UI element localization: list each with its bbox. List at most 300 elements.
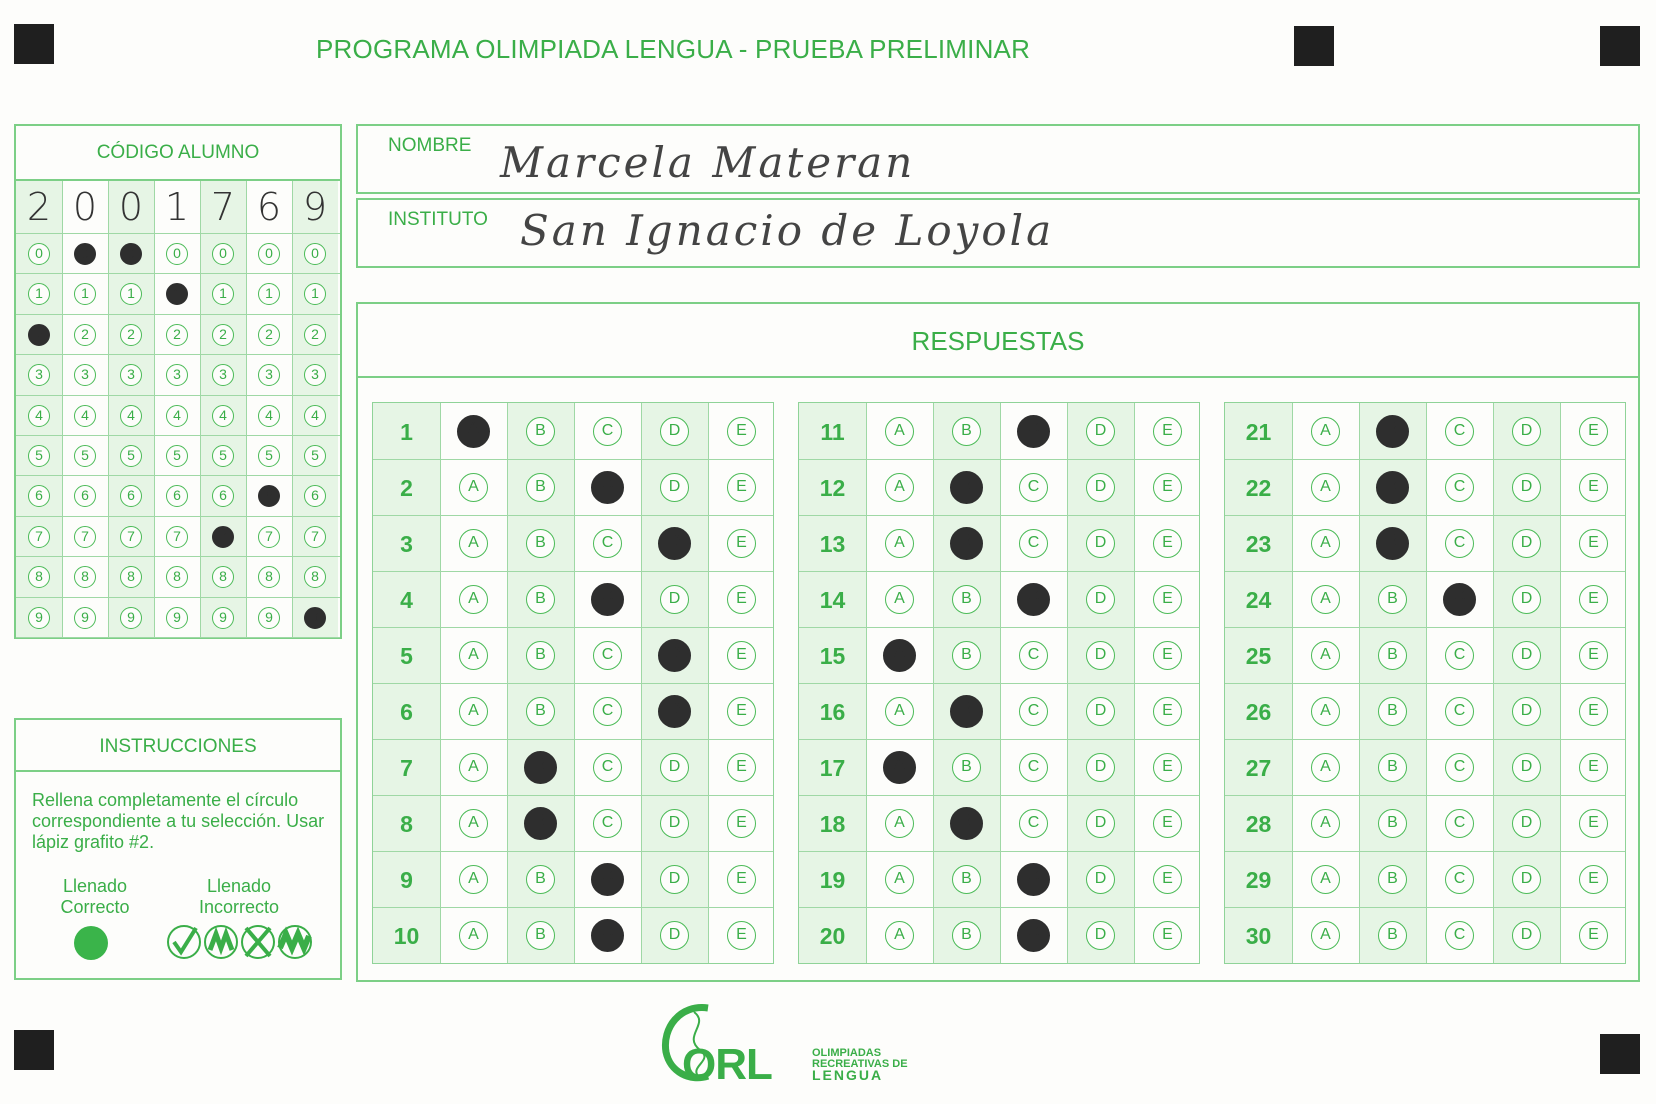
grid-line: [799, 907, 1199, 908]
question-number: 30: [1245, 923, 1272, 949]
code-bubble[interactable]: 8: [258, 566, 280, 588]
answer-bubble-a[interactable]: A: [459, 809, 488, 838]
code-handwritten-digit: 7: [210, 185, 236, 229]
grid-line: [373, 739, 773, 740]
grid-line: [1225, 459, 1625, 460]
question-number: 13: [819, 531, 846, 557]
code-bubble[interactable]: 2: [28, 324, 50, 346]
question-number: 14: [819, 587, 846, 613]
answer-bubble-c[interactable]: C: [1019, 753, 1048, 782]
answer-bubble-c[interactable]: C: [1445, 641, 1474, 670]
code-bubble[interactable]: 6: [74, 485, 96, 507]
answer-bubble-d[interactable]: D: [1512, 697, 1541, 726]
code-bubble[interactable]: 0: [74, 243, 96, 265]
answer-bubble-c[interactable]: C: [1019, 697, 1048, 726]
answer-bubble-a[interactable]: A: [1311, 417, 1340, 446]
answer-bubble-b[interactable]: B: [950, 807, 983, 840]
answer-block: [798, 402, 1200, 964]
code-handwritten-digit: 1: [164, 185, 190, 229]
answer-bubble-e[interactable]: E: [1579, 529, 1608, 558]
code-bubble[interactable]: 9: [258, 607, 280, 629]
answer-bubble-d[interactable]: D: [1512, 473, 1541, 502]
answer-bubble-d[interactable]: D: [1086, 529, 1115, 558]
answer-bubble-a[interactable]: A: [459, 585, 488, 614]
answer-bubble-b[interactable]: B: [952, 641, 981, 670]
answer-bubble-d[interactable]: D: [660, 753, 689, 782]
question-number: 10: [393, 923, 420, 949]
answer-bubble-e[interactable]: E: [1153, 641, 1182, 670]
answer-bubble-e[interactable]: E: [727, 641, 756, 670]
answer-bubble-b[interactable]: B: [1376, 527, 1409, 560]
code-bubble[interactable]: 8: [120, 566, 142, 588]
answer-bubble-b[interactable]: B: [526, 641, 555, 670]
grid-line: [373, 571, 773, 572]
answer-bubble-b[interactable]: B: [1376, 471, 1409, 504]
code-column: [16, 181, 62, 637]
grid-line: [154, 181, 155, 637]
code-column: [246, 181, 292, 637]
answer-bubble-b[interactable]: B: [526, 473, 555, 502]
question-number: 15: [819, 643, 846, 669]
code-bubble[interactable]: 2: [166, 324, 188, 346]
answer-bubble-c[interactable]: C: [1445, 417, 1474, 446]
answer-bubble-e[interactable]: E: [1153, 865, 1182, 894]
code-bubble[interactable]: 7: [166, 526, 188, 548]
code-bubble[interactable]: 0: [28, 243, 50, 265]
answer-bubble-c[interactable]: C: [1445, 697, 1474, 726]
code-bubble[interactable]: 3: [28, 364, 50, 386]
grid-line: [200, 181, 201, 637]
answer-bubble-a[interactable]: A: [459, 753, 488, 782]
answer-bubble-b[interactable]: B: [1378, 809, 1407, 838]
answers-panel: [356, 302, 1640, 982]
answer-bubble-a[interactable]: A: [1311, 641, 1340, 670]
code-bubble[interactable]: 7: [74, 526, 96, 548]
answer-bubble-b[interactable]: B: [1378, 697, 1407, 726]
answer-bubble-a[interactable]: A: [1311, 585, 1340, 614]
question-number: 8: [400, 811, 413, 837]
code-bubble[interactable]: 3: [212, 364, 234, 386]
answer-bubble-a[interactable]: A: [885, 585, 914, 614]
answer-bubble-e[interactable]: E: [1579, 641, 1608, 670]
answer-bubble-c[interactable]: C: [1017, 583, 1050, 616]
grid-line: [799, 459, 1199, 460]
code-bubble[interactable]: 6: [304, 485, 326, 507]
answer-bubble-c[interactable]: C: [1019, 529, 1048, 558]
answer-bubble-c[interactable]: C: [1017, 863, 1050, 896]
code-bubble[interactable]: 0: [304, 243, 326, 265]
answer-bubble-a[interactable]: A: [883, 639, 916, 672]
answer-bubble-c[interactable]: C: [591, 919, 624, 952]
answer-bubble-e[interactable]: E: [727, 473, 756, 502]
name-value: Marcela Materan: [500, 138, 916, 187]
question-number: 26: [1245, 699, 1272, 725]
code-bubble[interactable]: 3: [120, 364, 142, 386]
code-bubble[interactable]: 3: [166, 364, 188, 386]
answer-bubble-d[interactable]: D: [660, 417, 689, 446]
grid-line: [1225, 571, 1625, 572]
code-bubble[interactable]: 9: [28, 607, 50, 629]
correct-fill-example-icon: [74, 926, 108, 960]
question-number: 28: [1245, 811, 1272, 837]
answer-bubble-e[interactable]: E: [1579, 697, 1608, 726]
grid-line: [1225, 795, 1625, 796]
grid-line: [16, 475, 340, 476]
page-title: PROGRAMA OLIMPIADA LENGUA - PRUEBA PRELIMINAR: [316, 34, 1031, 64]
code-bubble[interactable]: 8: [28, 566, 50, 588]
code-bubble[interactable]: 6: [120, 485, 142, 507]
answer-bubble-c[interactable]: C: [1445, 865, 1474, 894]
answer-bubble-b[interactable]: B: [1378, 921, 1407, 950]
answer-block: [1224, 402, 1626, 964]
question-number: 2: [400, 475, 413, 501]
answer-bubble-d[interactable]: D: [1086, 417, 1115, 446]
answer-bubble-c[interactable]: C: [1445, 921, 1474, 950]
answer-bubble-a[interactable]: A: [885, 809, 914, 838]
answer-bubble-c[interactable]: C: [1445, 753, 1474, 782]
answer-bubble-e[interactable]: E: [1153, 697, 1182, 726]
answer-bubble-b[interactable]: B: [1378, 641, 1407, 670]
answer-bubble-a[interactable]: A: [1311, 809, 1340, 838]
code-bubble[interactable]: 1: [258, 283, 280, 305]
grid-line: [246, 181, 247, 637]
answer-bubble-a[interactable]: A: [885, 921, 914, 950]
answer-bubble-b[interactable]: B: [950, 695, 983, 728]
code-bubble[interactable]: 1: [74, 283, 96, 305]
code-bubble[interactable]: 8: [304, 566, 326, 588]
code-bubble[interactable]: 3: [74, 364, 96, 386]
code-bubble[interactable]: 7: [304, 526, 326, 548]
answer-bubble-d[interactable]: D: [660, 865, 689, 894]
answer-bubble-e[interactable]: E: [727, 809, 756, 838]
code-bubble[interactable]: 0: [258, 243, 280, 265]
answer-bubble-a[interactable]: A: [459, 865, 488, 894]
code-bubble[interactable]: 1: [304, 283, 326, 305]
answer-bubble-e[interactable]: E: [1579, 417, 1608, 446]
question-number: 11: [820, 419, 845, 445]
grid-line: [373, 795, 773, 796]
answer-bubble-b[interactable]: B: [526, 865, 555, 894]
answer-bubble-e[interactable]: E: [727, 753, 756, 782]
code-bubble[interactable]: 9: [74, 607, 96, 629]
question-number: 3: [400, 531, 413, 557]
answer-bubble-d[interactable]: D: [1512, 809, 1541, 838]
code-bubble[interactable]: 5: [212, 445, 234, 467]
answer-bubble-c[interactable]: C: [1017, 415, 1050, 448]
answer-bubble-d[interactable]: D: [660, 921, 689, 950]
question-number: 21: [1245, 419, 1272, 445]
code-bubble[interactable]: 4: [120, 405, 142, 427]
answers-header: [358, 304, 1638, 378]
grid-line: [373, 627, 773, 628]
code-bubble[interactable]: 2: [258, 324, 280, 346]
answer-bubble-a[interactable]: A: [459, 641, 488, 670]
code-bubble[interactable]: 1: [212, 283, 234, 305]
correct-fill-label: Llenado Correcto: [60, 876, 130, 917]
answer-bubble-b[interactable]: B: [1378, 585, 1407, 614]
question-number: 17: [819, 755, 846, 781]
code-bubble[interactable]: 7: [212, 526, 234, 548]
answer-bubble-a[interactable]: A: [1311, 529, 1340, 558]
answer-bubble-e[interactable]: E: [727, 921, 756, 950]
answer-bubble-d[interactable]: D: [658, 639, 691, 672]
question-number: 16: [819, 699, 846, 725]
code-bubble[interactable]: 3: [258, 364, 280, 386]
grid-line: [799, 627, 1199, 628]
code-bubble[interactable]: 9: [120, 607, 142, 629]
question-number: 25: [1245, 643, 1272, 669]
answer-bubble-a[interactable]: A: [459, 697, 488, 726]
answer-bubble-d[interactable]: D: [1086, 809, 1115, 838]
answer-bubble-e[interactable]: E: [1153, 529, 1182, 558]
answer-bubble-d[interactable]: D: [660, 585, 689, 614]
institute-label: INSTITUTO: [388, 209, 488, 230]
code-bubble[interactable]: 1: [166, 283, 188, 305]
code-bubble[interactable]: 4: [166, 405, 188, 427]
code-bubble[interactable]: 7: [28, 526, 50, 548]
question-number: 9: [400, 867, 413, 893]
registration-mark-top-right: [1600, 26, 1640, 66]
answer-bubble-a[interactable]: A: [1311, 473, 1340, 502]
answer-bubble-e[interactable]: E: [1153, 753, 1182, 782]
registration-mark-top-center: [1294, 26, 1334, 66]
answer-bubble-a[interactable]: A: [1311, 697, 1340, 726]
answer-bubble-d[interactable]: D: [1086, 865, 1115, 894]
answer-bubble-a[interactable]: A: [459, 921, 488, 950]
answer-bubble-a[interactable]: A: [883, 751, 916, 784]
question-number: 20: [819, 923, 846, 949]
answer-bubble-c[interactable]: C: [593, 529, 622, 558]
answer-bubble-a[interactable]: A: [885, 529, 914, 558]
code-bubble[interactable]: 9: [304, 607, 326, 629]
student-code-title: CÓDIGO ALUMNO: [96, 142, 260, 163]
answer-bubble-c[interactable]: C: [1017, 919, 1050, 952]
answer-bubble-d[interactable]: D: [1512, 865, 1541, 894]
answer-bubble-e[interactable]: E: [727, 697, 756, 726]
answer-bubble-e[interactable]: E: [727, 529, 756, 558]
logo-line-2: RECREATIVAS DE: [812, 1058, 908, 1070]
grid-line: [1225, 683, 1625, 684]
answer-bubble-a[interactable]: A: [885, 417, 914, 446]
code-bubble[interactable]: 5: [304, 445, 326, 467]
code-bubble[interactable]: 3: [304, 364, 326, 386]
grid-line: [799, 683, 1199, 684]
code-bubble[interactable]: 5: [74, 445, 96, 467]
answer-bubble-e[interactable]: E: [727, 585, 756, 614]
instructions-title: INSTRUCCIONES: [99, 736, 257, 757]
answer-bubble-b[interactable]: B: [952, 417, 981, 446]
code-bubble[interactable]: 8: [166, 566, 188, 588]
answer-bubble-a[interactable]: A: [459, 473, 488, 502]
answer-bubble-b[interactable]: B: [950, 471, 983, 504]
answer-bubble-d[interactable]: D: [1086, 697, 1115, 726]
code-handwritten-digit: 0: [72, 185, 98, 229]
code-bubble[interactable]: 8: [212, 566, 234, 588]
answer-bubble-b[interactable]: B: [526, 697, 555, 726]
answer-bubble-b[interactable]: B: [526, 921, 555, 950]
answer-bubble-c[interactable]: C: [1019, 809, 1048, 838]
answer-bubble-a[interactable]: A: [885, 473, 914, 502]
answer-bubble-a[interactable]: A: [885, 865, 914, 894]
answer-bubble-c[interactable]: C: [593, 417, 622, 446]
answer-bubble-b[interactable]: B: [1378, 753, 1407, 782]
answer-bubble-a[interactable]: A: [885, 697, 914, 726]
answer-bubble-d[interactable]: D: [1086, 473, 1115, 502]
grid-line: [1225, 627, 1625, 628]
grid-line: [16, 516, 340, 517]
incorrect-fill-label: Llenado Incorrecto: [198, 876, 280, 917]
answer-bubble-b[interactable]: B: [952, 753, 981, 782]
answer-bubble-d[interactable]: D: [1512, 921, 1541, 950]
answer-bubble-b[interactable]: B: [952, 921, 981, 950]
answer-bubble-e[interactable]: E: [1579, 585, 1608, 614]
code-column: [292, 181, 338, 637]
answer-bubble-d[interactable]: D: [1512, 529, 1541, 558]
grid-line: [373, 851, 773, 852]
answer-bubble-d[interactable]: D: [1086, 585, 1115, 614]
answer-bubble-c[interactable]: C: [593, 753, 622, 782]
code-bubble[interactable]: 2: [212, 324, 234, 346]
code-bubble[interactable]: 4: [212, 405, 234, 427]
code-bubble[interactable]: 4: [304, 405, 326, 427]
answer-bubble-e[interactable]: E: [1579, 865, 1608, 894]
institute-value: San Ignacio de Loyola: [520, 206, 1055, 255]
answer-bubble-b[interactable]: B: [526, 529, 555, 558]
answer-bubble-c[interactable]: C: [1443, 583, 1476, 616]
answer-bubble-e[interactable]: E: [727, 865, 756, 894]
answer-bubble-d[interactable]: D: [1086, 753, 1115, 782]
incorrect-fill-examples-icon: [166, 924, 316, 964]
answer-block: [372, 402, 774, 964]
code-bubble[interactable]: 6: [28, 485, 50, 507]
answer-bubble-a[interactable]: A: [457, 415, 490, 448]
answer-bubble-a[interactable]: A: [1311, 921, 1340, 950]
answer-bubble-d[interactable]: D: [660, 809, 689, 838]
answer-bubble-d[interactable]: D: [660, 473, 689, 502]
code-bubble[interactable]: 6: [166, 485, 188, 507]
question-number: 19: [819, 867, 846, 893]
code-bubble[interactable]: 9: [166, 607, 188, 629]
code-bubble[interactable]: 5: [120, 445, 142, 467]
grid-line: [373, 683, 773, 684]
code-bubble[interactable]: 4: [258, 405, 280, 427]
code-handwritten-digit: 9: [302, 185, 328, 229]
answer-bubble-c[interactable]: C: [1019, 473, 1048, 502]
answer-bubble-e[interactable]: E: [727, 417, 756, 446]
code-bubble[interactable]: 0: [212, 243, 234, 265]
logo-line-1: OLIMPIADAS: [812, 1047, 882, 1059]
answer-bubble-a[interactable]: A: [459, 529, 488, 558]
answer-bubble-c[interactable]: C: [591, 471, 624, 504]
code-bubble[interactable]: 4: [28, 405, 50, 427]
answer-bubble-b[interactable]: B: [524, 751, 557, 784]
code-bubble[interactable]: 8: [74, 566, 96, 588]
code-bubble[interactable]: 2: [74, 324, 96, 346]
answer-bubble-b[interactable]: B: [526, 417, 555, 446]
answer-bubble-a[interactable]: A: [1311, 865, 1340, 894]
answer-bubble-b[interactable]: B: [1376, 415, 1409, 448]
answer-bubble-d[interactable]: D: [658, 695, 691, 728]
answer-bubble-c[interactable]: C: [593, 697, 622, 726]
code-bubble[interactable]: 6: [212, 485, 234, 507]
answer-bubble-d[interactable]: D: [1086, 921, 1115, 950]
code-bubble[interactable]: 5: [258, 445, 280, 467]
answer-bubble-d[interactable]: D: [1512, 585, 1541, 614]
question-number: 5: [400, 643, 413, 669]
answer-bubble-c[interactable]: C: [1445, 473, 1474, 502]
code-bubble[interactable]: 7: [258, 526, 280, 548]
answer-bubble-e[interactable]: E: [1153, 809, 1182, 838]
student-code-header: [16, 126, 340, 181]
answer-bubble-a[interactable]: A: [1311, 753, 1340, 782]
answer-bubble-e[interactable]: E: [1153, 921, 1182, 950]
answer-bubble-c[interactable]: C: [593, 641, 622, 670]
answer-bubble-e[interactable]: E: [1579, 753, 1608, 782]
answer-bubble-e[interactable]: E: [1579, 921, 1608, 950]
grid-line: [16, 273, 340, 274]
code-handwritten-digit: 6: [256, 185, 282, 229]
answer-bubble-d[interactable]: D: [1512, 641, 1541, 670]
code-bubble[interactable]: 4: [74, 405, 96, 427]
answer-bubble-e[interactable]: E: [1579, 473, 1608, 502]
code-bubble[interactable]: 1: [120, 283, 142, 305]
question-number: 12: [819, 475, 846, 501]
answer-bubble-d[interactable]: D: [1086, 641, 1115, 670]
answer-bubble-b[interactable]: B: [526, 585, 555, 614]
orl-logo: [660, 1002, 940, 1090]
code-bubble[interactable]: 7: [120, 526, 142, 548]
answer-bubble-b[interactable]: B: [524, 807, 557, 840]
answer-bubble-b[interactable]: B: [952, 585, 981, 614]
code-bubble[interactable]: 2: [304, 324, 326, 346]
answer-bubble-e[interactable]: E: [1153, 473, 1182, 502]
grid-line: [373, 907, 773, 908]
code-bubble[interactable]: 0: [166, 243, 188, 265]
answer-bubble-c[interactable]: C: [1445, 529, 1474, 558]
answer-bubble-c[interactable]: C: [591, 863, 624, 896]
logo-line-3: LENGUA: [812, 1067, 884, 1083]
answer-bubble-c[interactable]: C: [1445, 809, 1474, 838]
answer-bubble-d[interactable]: D: [658, 527, 691, 560]
answer-bubble-e[interactable]: E: [1153, 417, 1182, 446]
code-bubble[interactable]: 5: [166, 445, 188, 467]
question-number: 18: [819, 811, 846, 837]
answer-bubble-e[interactable]: E: [1579, 809, 1608, 838]
answer-bubble-d[interactable]: D: [1512, 417, 1541, 446]
question-number: 29: [1245, 867, 1272, 893]
institute-field[interactable]: [356, 198, 1640, 268]
answer-bubble-d[interactable]: D: [1512, 753, 1541, 782]
code-bubble[interactable]: 5: [28, 445, 50, 467]
code-bubble[interactable]: 0: [120, 243, 142, 265]
question-number: 24: [1245, 587, 1272, 613]
answer-bubble-c[interactable]: C: [593, 809, 622, 838]
code-handwritten-digit: 0: [118, 185, 144, 229]
code-bubble[interactable]: 6: [258, 485, 280, 507]
code-bubble[interactable]: 2: [120, 324, 142, 346]
name-field[interactable]: [356, 124, 1640, 194]
registration-mark-bottom-left: [14, 1030, 54, 1070]
instructions-panel: [14, 718, 342, 980]
answer-bubble-b[interactable]: B: [952, 865, 981, 894]
code-bubble[interactable]: 9: [212, 607, 234, 629]
answer-bubble-c[interactable]: C: [591, 583, 624, 616]
answer-bubble-e[interactable]: E: [1153, 585, 1182, 614]
answer-bubble-c[interactable]: C: [1019, 641, 1048, 670]
answer-bubble-b[interactable]: B: [1378, 865, 1407, 894]
answer-bubble-b[interactable]: B: [950, 527, 983, 560]
code-bubble[interactable]: 1: [28, 283, 50, 305]
